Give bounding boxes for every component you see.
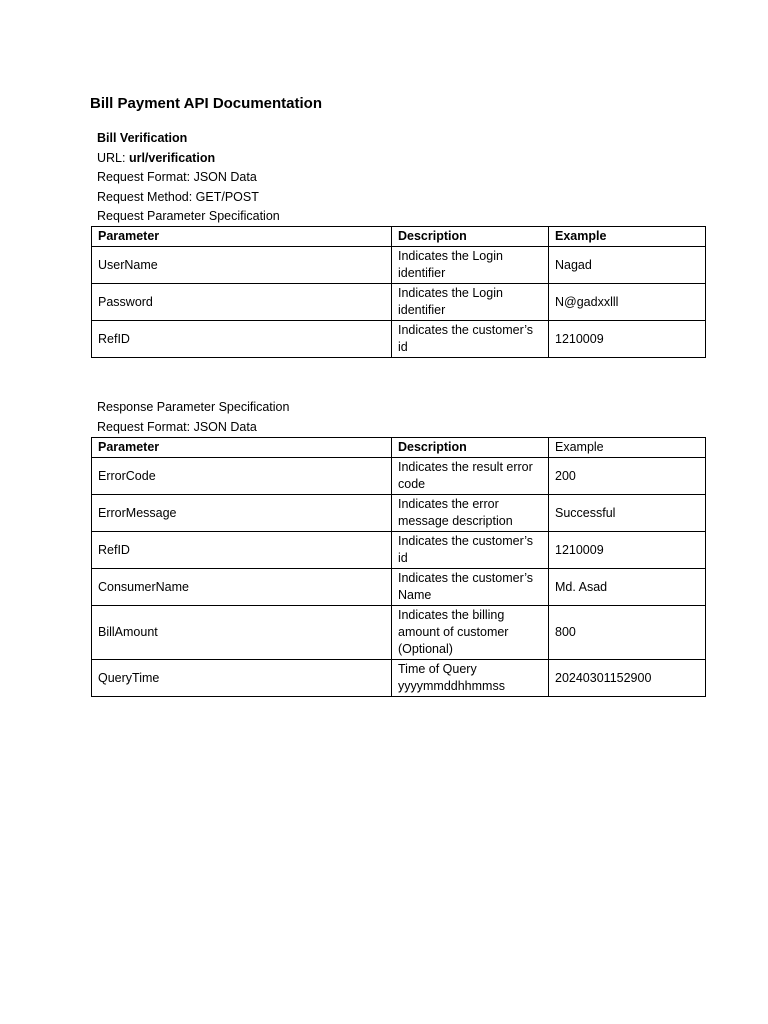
cell-description: Indicates the customer’s id	[392, 532, 549, 569]
cell-description: Indicates the result error code	[392, 458, 549, 495]
cell-description: Indicates the error message description	[392, 495, 549, 532]
cell-example: N@gadxxlll	[549, 284, 706, 321]
table-row	[92, 606, 706, 660]
cell-parameter: RefID	[92, 321, 392, 358]
cell-description: Indicates the Login identifier	[392, 284, 549, 321]
response-parameter-table	[91, 437, 706, 697]
url-label: URL:	[97, 150, 129, 165]
cell-parameter: Password	[92, 284, 392, 321]
request-method-line: Request Method: GET/POST	[97, 189, 259, 204]
table-row	[92, 569, 706, 606]
table-row	[92, 247, 706, 284]
document-title: Bill Payment API Documentation	[90, 95, 322, 112]
cell-description: Indicates the Login identifier	[392, 247, 549, 284]
request-format-line: Request Format: JSON Data	[97, 170, 257, 184]
cell-description: Indicates the customer’s Name	[392, 569, 549, 606]
cell-parameter: UserName	[92, 247, 392, 284]
request-parameter-table	[91, 226, 706, 358]
cell-example: 1210009	[549, 321, 706, 358]
cell-example: 20240301152900	[549, 660, 706, 697]
cell-example: Md. Asad	[549, 569, 706, 606]
cell-description: Indicates the billing amount of customer (Optional)	[392, 606, 549, 660]
table-row	[92, 495, 706, 532]
cell-parameter: BillAmount	[92, 606, 392, 660]
cell-example: 200	[549, 458, 706, 495]
table-header-row	[92, 227, 706, 247]
column-header-description: Description	[392, 438, 549, 458]
table-row	[92, 660, 706, 697]
column-header-parameter: Parameter	[92, 438, 392, 458]
url-line	[97, 149, 717, 169]
cell-description: Time of Query yyyymmddhhmmss	[392, 660, 549, 697]
section-heading: Bill Verification	[97, 131, 188, 145]
cell-parameter: QueryTime	[92, 660, 392, 697]
request-param-spec-title: Request Parameter Specification	[97, 209, 280, 223]
cell-description: Indicates the customer’s id	[392, 321, 549, 358]
cell-example: Nagad	[549, 247, 706, 284]
url-value: url/verification	[128, 150, 216, 165]
column-header-parameter: Parameter	[92, 227, 392, 247]
response-param-spec-title: Response Parameter Specification	[97, 400, 290, 414]
cell-parameter: ErrorMessage	[92, 495, 392, 532]
response-format-line: Request Format: JSON Data	[97, 419, 257, 434]
cell-example: 800	[549, 606, 706, 660]
table-row	[92, 532, 706, 569]
cell-example: Successful	[549, 495, 706, 532]
cell-parameter: ConsumerName	[92, 569, 392, 606]
request-section	[97, 129, 717, 227]
table-row	[92, 458, 706, 495]
table-header-row	[92, 438, 706, 458]
column-header-example: Example	[549, 438, 706, 458]
table-row	[92, 321, 706, 358]
cell-example: 1210009	[549, 532, 706, 569]
column-header-example: Example	[549, 227, 706, 247]
table-row	[92, 284, 706, 321]
cell-parameter: RefID	[92, 532, 392, 569]
response-section	[97, 398, 717, 437]
cell-parameter: ErrorCode	[92, 458, 392, 495]
column-header-description: Description	[392, 227, 549, 247]
